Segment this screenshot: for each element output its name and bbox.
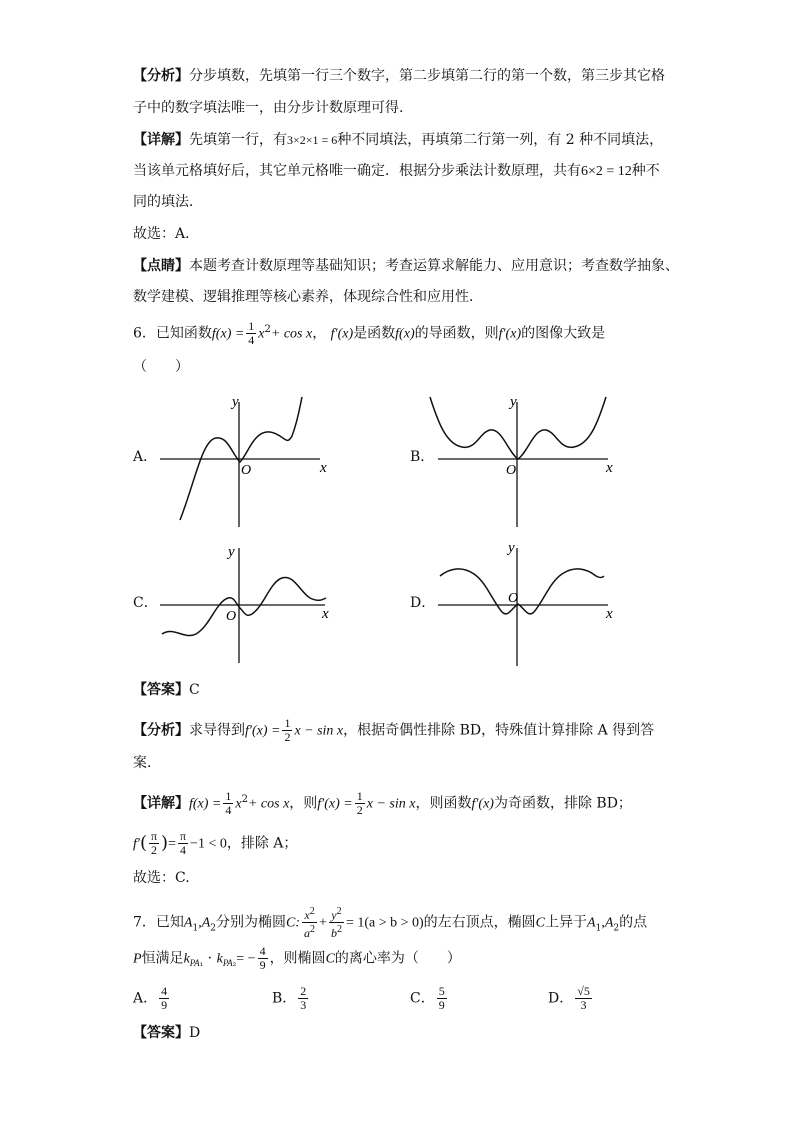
q7-option-c: C． $\frac{5}{9}$ — [410, 984, 445, 1012]
q7-stem-line1: 7．已知$A_1,A_2$分别为椭圆C: $\frac{x^2}{a^2}$ + $\frac{y^2}{b^2}$ = 1(a > b > 0)的左右顶点，椭圆C上异于$A_1,A_2$的点 — [133, 906, 648, 940]
q7-option-b: B． $\frac{2}{3}$ — [272, 984, 307, 1012]
origin-label: O — [508, 591, 519, 606]
q6-paren: （ ） — [133, 359, 189, 375]
graph-option-c — [150, 538, 350, 678]
axis-x-label: x — [606, 460, 613, 476]
q6-analysis-line1: 【分析】求导得到f′(x) = $\frac{1}{2}$ x − sin x，根据奇偶性排除 BD，特殊值计算排除 A 得到答 — [133, 716, 655, 744]
q7-stem-line2: P恒满足$k_{PA_1} \cdot k_{PA_2}=$ − $\frac{4}{9}$ ，则椭圆C的离心率为（ ） — [133, 944, 461, 972]
axis-y-label: y — [510, 394, 517, 410]
option-d-label: D． — [410, 595, 436, 611]
q6-answer: 【答案】C — [133, 682, 200, 698]
q6-detail-line1: 【详解】f(x) = $\frac{1}{4}$ $x^2+ \cos x$，则f′(x) = $\frac{1}{2}$ x − sin x，则函数f′(x)为奇函数，排除 BD； — [133, 789, 632, 818]
axis-y-label: y — [228, 544, 235, 560]
q5-analysis-line2: 子中的数字填法唯一，由分步计数原理可得. — [133, 100, 404, 116]
q5-detail-line3: 同的填法． — [133, 194, 203, 210]
q5-comment-line2: 数学建模、逻辑推理等核心素养，体现综合性和应用性． — [133, 289, 483, 305]
q6-choose: 故选：C. — [133, 870, 190, 886]
q6-stem: 6．已知函数f(x) = $\frac{1}{4}$ $x^2+ \cos x$， f′(x)是函数f(x)的导函数，则f′(x)的图像大致是 — [133, 319, 606, 348]
axis-x-label: x — [606, 606, 613, 622]
q7-answer: 【答案】D — [133, 1025, 201, 1041]
origin-label: O — [226, 609, 237, 624]
q5-choose: 故选：A． — [133, 226, 200, 242]
q5-detail-line2: 当该单元格填好后，其它单元格唯一确定．根据分步乘法计数原理，共有6×2 = 12种不 — [133, 163, 660, 179]
graph-option-a — [150, 392, 350, 532]
q6-analysis-line2: 案. — [133, 755, 152, 771]
axis-y-label: y — [232, 394, 239, 410]
graph-option-d — [428, 538, 628, 678]
option-c-label: C． — [133, 595, 158, 611]
graph-option-b — [428, 392, 628, 532]
origin-label: O — [506, 463, 517, 478]
origin-label: O — [241, 463, 252, 478]
axis-y-label: y — [508, 540, 515, 556]
q6-detail-line2: f′( $\frac{\pi}{2}$ )= $\frac{\pi}{4}$ −1 < 0，排除 A； — [133, 829, 298, 857]
q7-option-a: A． $\frac{4}{9}$ — [133, 984, 168, 1012]
axis-x-label: x — [322, 606, 329, 622]
option-a-label: A． — [133, 449, 158, 465]
tag-fenxi: 【分析】 — [133, 68, 189, 84]
axis-x-label: x — [320, 460, 327, 476]
q7-option-d: D． $\frac{√5}{3}$ — [548, 984, 590, 1012]
fraction-quarter: $\frac{1}{4}$ — [248, 319, 255, 348]
q5-analysis-line1: 【分析】分步填数，先填第一行三个数字，第二步填第二行的第一个数，第三步其它格 — [133, 68, 665, 84]
option-b-label: B． — [410, 449, 435, 465]
q5-comment-line1: 【点睛】本题考查计数原理等基础知识；考查运算求解能力、应用意识；考查数学抽象、 — [133, 258, 679, 274]
q5-detail-line1: 【详解】先填第一行，有3×2×1 = 6种不同填法，再填第二行第一列，有 2 种不同填法， — [133, 132, 664, 148]
